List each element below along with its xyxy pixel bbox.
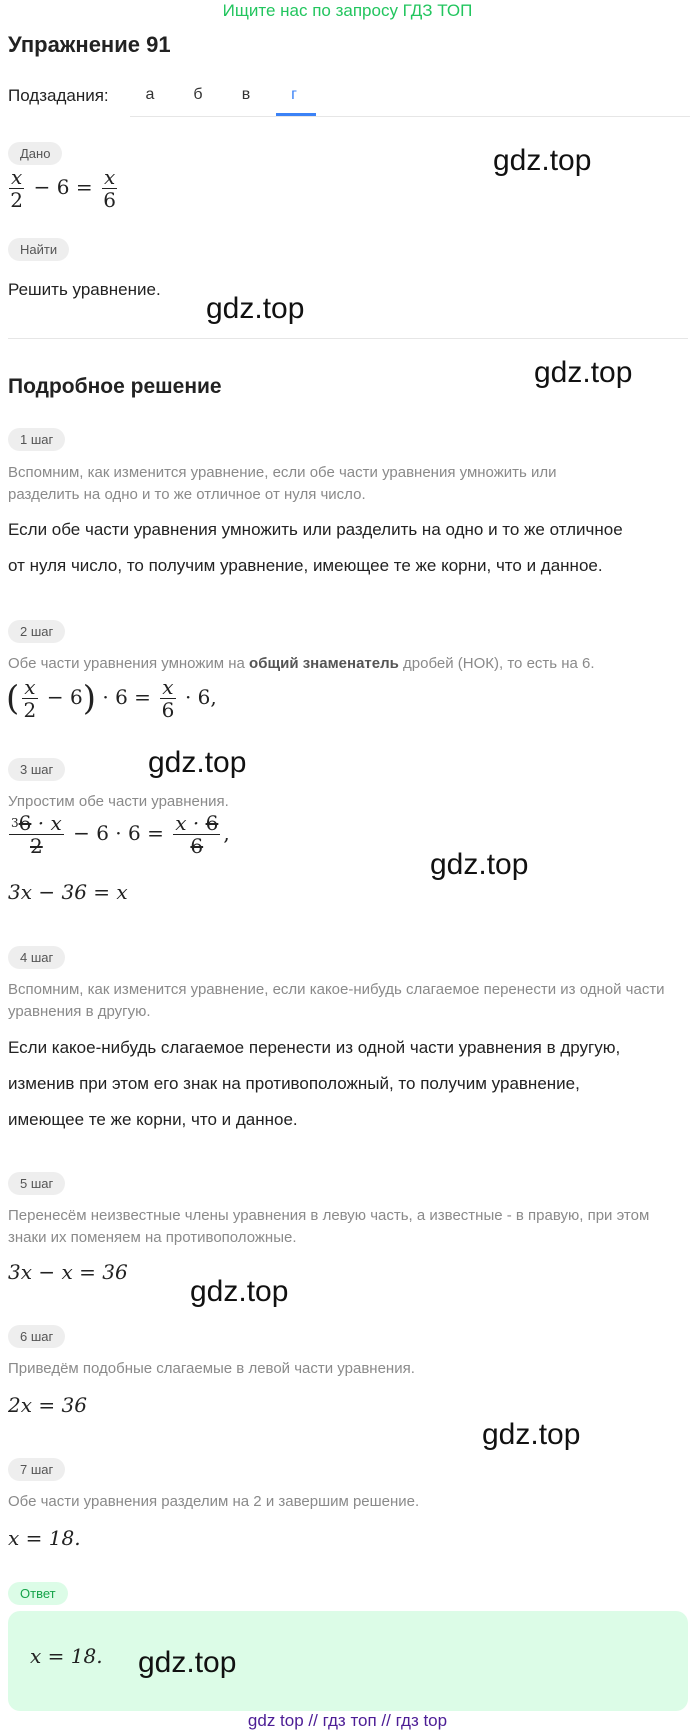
step-2-equation: ( $\frac{x}{2}$ − 6) · 6 = $\frac{x}{6}$ · 6, <box>6 675 217 722</box>
watermark: gdz.top <box>148 746 247 779</box>
step-3-hint: Упростим обе части уравнения. <box>8 793 229 810</box>
active-tab-indicator <box>276 113 316 116</box>
step-4-hint: Вспомним, как изменится уравнение, если какое-нибудь слагаемое перенести из одной части уравнения в другую. <box>8 981 665 1020</box>
tab-v[interactable]: в <box>241 86 251 103</box>
step-2-badge: 2 шаг <box>8 620 65 643</box>
answer-badge: Ответ <box>8 1582 68 1605</box>
tab-a[interactable]: а <box>145 86 155 103</box>
footer-links[interactable]: gdz top // гдз топ // гдз top <box>247 1711 448 1730</box>
step-6-result: 2x = 36 <box>8 1393 87 1417</box>
subtasks-label: Подзадания: <box>8 86 109 105</box>
answer-box <box>8 1611 688 1711</box>
step-7-badge: 7 шаг <box>8 1458 65 1481</box>
watermark: gdz.top <box>138 1646 237 1679</box>
step-1-badge: 1 шаг <box>8 428 65 451</box>
watermark: gdz.top <box>534 356 633 389</box>
step-4-rule: Если какое-нибудь слагаемое перенести из одной части уравнения в другую, изменив при этом его знак на противоположный, то получим уравнение, имеющее те же корни, что и данное. <box>8 1038 621 1129</box>
watermark: gdz.top <box>206 292 305 325</box>
watermark: gdz.top <box>430 848 529 881</box>
step-5-hint: Перенесём неизвестные члены уравнения в левую часть, а известные - в правую, при этом знаки их поменяем на противоположные. <box>8 1207 650 1246</box>
step-1-hint: Вспомним, как изменится уравнение, если обе части уравнения умножить или разделить на одно и то же отличное от нуля число. <box>8 464 557 503</box>
watermark: gdz.top <box>493 144 592 177</box>
subtask-tabs <box>130 76 690 117</box>
step-7-result: x = 18. <box>8 1526 81 1550</box>
step-3-badge: 3 шаг <box>8 758 65 781</box>
tab-g[interactable]: г <box>291 86 297 103</box>
divider <box>8 338 688 339</box>
step-7-hint: Обе части уравнения разделим на 2 и завершим решение. <box>8 1493 420 1510</box>
step-5-result: 3x − x = 36 <box>8 1260 128 1284</box>
step-2-hint: Обе части уравнения умножим на общий знаменатель дробей (НОК), то есть на 6. <box>8 655 595 672</box>
solution-heading: Подробное решение <box>8 375 222 398</box>
top-banner: Ищите нас по запросу ГДЗ ТОП <box>222 1 473 20</box>
given-equation: $\frac{x}{2}$ − 6 = $\frac{x}{6}$ <box>10 165 116 212</box>
watermark: gdz.top <box>482 1418 581 1451</box>
step-6-badge: 6 шаг <box>8 1325 65 1348</box>
step-3-result: 3x − 36 = x <box>8 880 128 904</box>
find-badge: Найти <box>8 238 69 261</box>
given-badge: Дано <box>8 142 62 165</box>
step-5-badge: 5 шаг <box>8 1172 65 1195</box>
step-4-badge: 4 шаг <box>8 946 65 969</box>
tab-b[interactable]: б <box>193 86 203 103</box>
step-6-hint: Приведём подобные слагаемые в левой части уравнения. <box>8 1360 415 1377</box>
watermark: gdz.top <box>190 1275 289 1308</box>
page-title: Упражнение 91 <box>8 32 171 57</box>
answer-value: x = 18. <box>30 1644 103 1668</box>
find-text: Решить уравнение. <box>8 280 161 299</box>
step-1-rule: Если обе части уравнения умножить или разделить на одно и то же отличное от нуля число, то получим уравнение, имеющее те же корни, что и данное. <box>8 520 623 575</box>
step-3-equation: $\frac{^36 \cdot x}{2}$ − 6 · 6 = $\frac{x \cdot 6}{6}$ , <box>11 811 230 858</box>
